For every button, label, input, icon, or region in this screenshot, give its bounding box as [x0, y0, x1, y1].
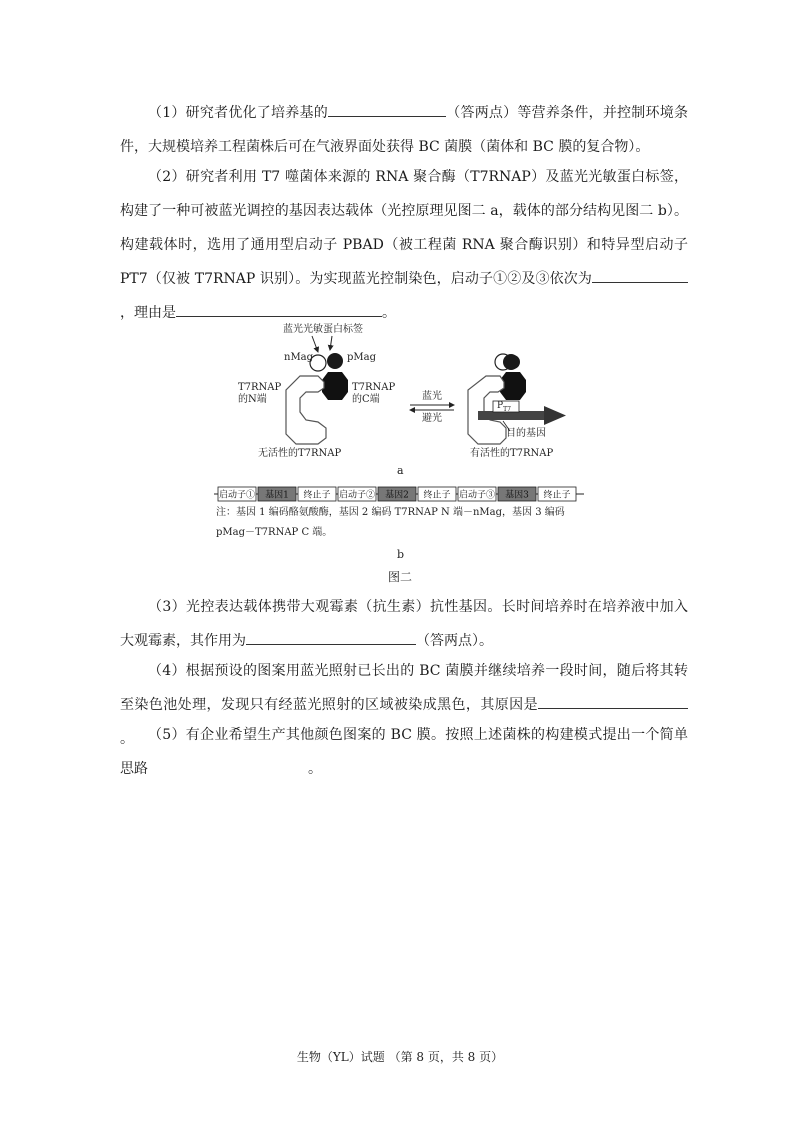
- segment-label: 启动子②: [338, 490, 376, 501]
- tag-arrow-right: [330, 336, 332, 350]
- segment-label: 基因1: [265, 490, 289, 501]
- question-number: （5）: [148, 727, 186, 743]
- figure-note-line-1: 注：基因 1 编码酪氨酸酶，基因 2 编码 T7RNAP N 端－nMag，基因 3 编码: [216, 507, 565, 518]
- question-1-text: （1）研究者优化了培养基的 （答两点）等营养条件，并控制环境条件，大规模培养工程菌株后可在气液界面处获得 BC 菌膜（菌体和 BC 膜的复合物）。: [120, 96, 688, 164]
- question-4-text: （4）根据预设的图案用蓝光照射已长出的 BC 菌膜并继续培养一段时间，随后将其转至染色池处理，发现只有经蓝光照射的区域被染成黑色，其原因是。: [120, 663, 688, 747]
- light-on-label: 蓝光: [422, 391, 442, 402]
- target-gene-arrowhead: [544, 406, 566, 425]
- question-3: [120, 590, 688, 658]
- page-footer: 生物（YL）试题 （第 8 页，共 8 页）: [296, 1050, 504, 1064]
- t7rnap-c-terminal: [322, 372, 348, 400]
- subfigure-a-label: a: [397, 464, 404, 477]
- question-number: （4）: [148, 663, 186, 679]
- active-label: 有活性的T7RNAP: [470, 448, 554, 459]
- segment-label: 终止子: [423, 490, 451, 501]
- segment-label: 基因3: [505, 490, 529, 501]
- segment-label: 启动子③: [458, 490, 496, 501]
- light-off-label: 避光: [422, 413, 442, 424]
- pmag-label: pMag: [347, 352, 377, 363]
- tag-label: 蓝光光敏蛋白标签: [283, 324, 363, 335]
- question-number: （2）: [148, 169, 186, 185]
- question-5-text: （5）有企业希望生产其他颜色图案的 BC 膜。按照上述菌株的构建模式提出一个简单思路 。: [120, 727, 688, 777]
- pmag-fill: [506, 355, 520, 369]
- answer-blank-3[interactable]: [246, 624, 416, 645]
- target-gene-label: 目的基因: [506, 428, 546, 439]
- question-5: [120, 718, 688, 786]
- inactive-label: 无活性的T7RNAP: [258, 448, 342, 459]
- vector-structure: [214, 487, 584, 501]
- c-terminal-label: T7RNAP 的C端: [352, 382, 396, 405]
- answer-blank-4[interactable]: [538, 688, 688, 709]
- pmag-circle: [327, 353, 343, 369]
- segment-label: 基因2: [385, 490, 409, 501]
- figure-note-line-2: pMag－T7RNAP C 端。: [216, 527, 333, 538]
- nmag-label: nMag: [284, 352, 314, 363]
- subfigure-b-label: b: [397, 548, 405, 561]
- tag-arrow-left: [312, 336, 318, 352]
- question-number: （1）: [148, 105, 186, 121]
- question-number: （3）: [148, 599, 186, 615]
- question-2-text: （2）研究者利用 T7 噬菌体来源的 RNA 聚合酶（T7RNAP）及蓝光光敏蛋白标签，构建了一种可被蓝光调控的基因表达载体（光控原理见图二 a，载体的部分结构见图二 b）。构建载体时，选用了通用型启动子 PBAD（被工程菌 RNA 聚合酶识别）和特异型启动子 PT7（仅被 T7RNAP 识别）。为实现蓝光控制染色，启动子①②及③依次为，理由是 。: [120, 169, 688, 321]
- segment-label: 终止子: [303, 490, 331, 501]
- n-terminal-label: T7RNAP 的N端: [238, 382, 282, 405]
- figure-caption: 图二: [388, 570, 413, 584]
- t7rnap-n-terminal: [286, 376, 326, 444]
- segment-label: 终止子: [543, 490, 571, 501]
- segment-label: 启动子①: [218, 490, 256, 501]
- pt7-label: $P_{T7}$: [497, 401, 511, 413]
- question-3-text: （3）光控表达载体携带大观霉素（抗生素）抗性基因。长时间培养时在培养液中加入大观霉素，其作用为 （答两点）。: [120, 599, 688, 649]
